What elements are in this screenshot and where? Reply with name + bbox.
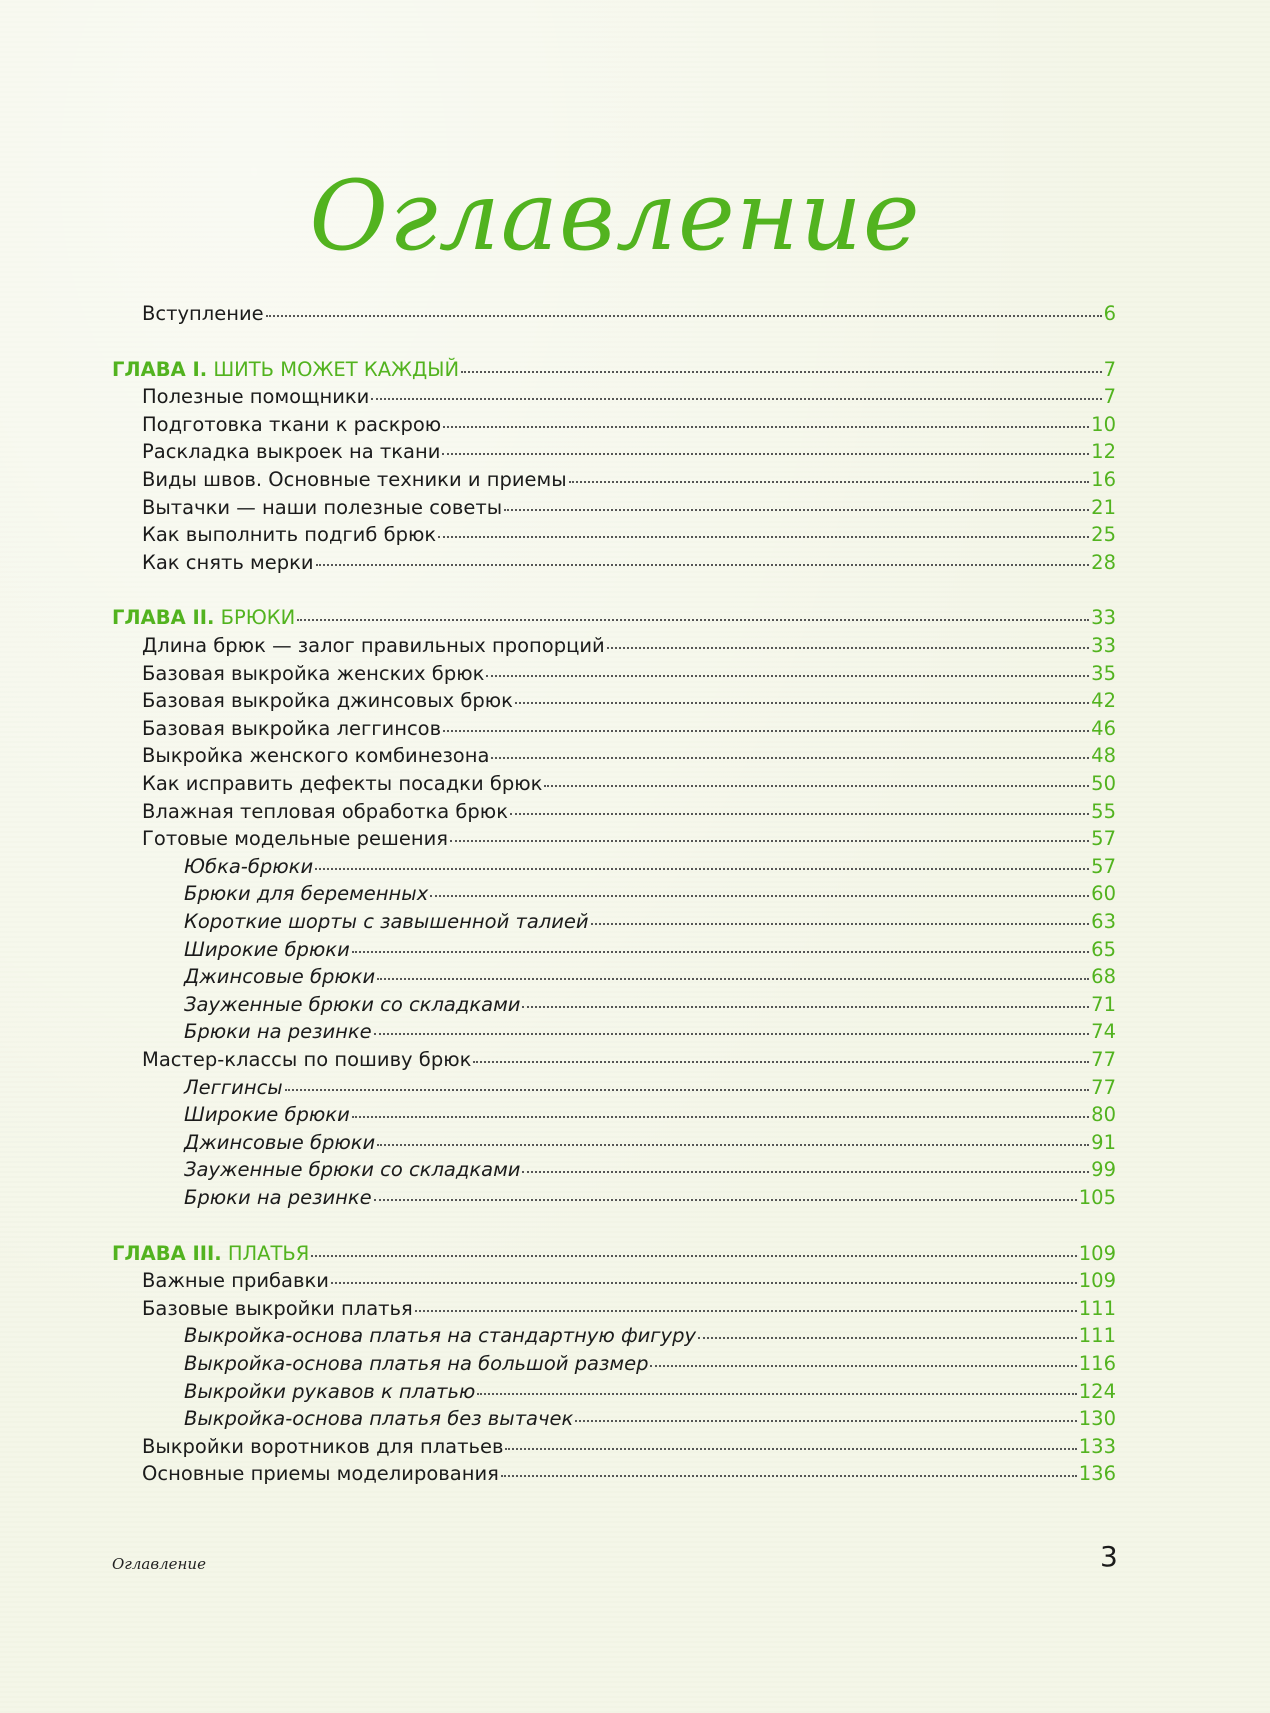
toc-entry-label: Зауженные брюки со складками [184, 993, 521, 1016]
dot-leader [352, 1115, 1089, 1118]
toc-page-number: 46 [1091, 717, 1116, 740]
toc-page-number: 33 [1091, 606, 1116, 629]
toc-chapter-row[interactable] [112, 606, 1116, 633]
toc-page-number: 116 [1078, 1352, 1116, 1375]
toc-entry-row[interactable] [112, 523, 1116, 550]
chapter-number: ГЛАВА I. [112, 358, 208, 381]
toc-entry-row[interactable] [112, 468, 1116, 495]
toc-entry-label: Выкройки воротников для платьев [142, 1435, 504, 1458]
toc-entry-label: Выкройка-основа платья на стандартную фигуру [184, 1324, 697, 1347]
dot-leader [522, 1005, 1089, 1008]
toc-page-number: 28 [1091, 551, 1116, 574]
toc-entry-label: Как снять мерки [142, 551, 314, 574]
dot-leader [285, 1088, 1089, 1091]
toc-page-number: 42 [1091, 689, 1116, 712]
toc-entry-row[interactable] [112, 1324, 1116, 1351]
toc-entry-row[interactable] [112, 1269, 1116, 1296]
toc-page-number: 111 [1078, 1324, 1116, 1347]
dot-leader [438, 535, 1089, 538]
toc-entry-row[interactable] [112, 1076, 1116, 1103]
toc-entry-label: Выкройка-основа платья без вытачек [184, 1407, 574, 1430]
dot-leader [352, 950, 1089, 953]
toc-entry-label: Короткие шорты с завышенной талией [184, 910, 589, 933]
dot-leader [374, 1032, 1090, 1035]
toc-entry-label: Полезные помощники [142, 385, 370, 408]
dot-leader [442, 452, 1089, 455]
toc-entry-label: Выкройки рукавов к платью [184, 1380, 476, 1403]
toc-entry-label: Основные приемы моделирования [142, 1462, 499, 1485]
toc-entry-row[interactable] [112, 1131, 1116, 1158]
toc-entry-label: Леггинсы [184, 1076, 283, 1099]
toc-chapter-row[interactable] [112, 358, 1116, 385]
toc-entry-row[interactable] [112, 634, 1116, 661]
toc-entry-row[interactable] [112, 910, 1116, 937]
chapter-number: ГЛАВА III. [112, 1242, 222, 1265]
toc-entry-row[interactable] [112, 938, 1116, 965]
toc-entry-row[interactable] [112, 1048, 1116, 1075]
toc-entry-row[interactable] [112, 1103, 1116, 1130]
dot-leader [473, 1060, 1089, 1063]
toc-page-number: 65 [1091, 938, 1116, 961]
toc-entry-label: Влажная тепловая обработка брюк [142, 800, 508, 823]
toc-entry-label: Джинсовые брюки [184, 1131, 376, 1154]
toc-entry-row[interactable] [112, 1020, 1116, 1047]
dot-leader [591, 922, 1090, 925]
toc-page-number: 71 [1091, 993, 1116, 1016]
dot-leader [415, 1309, 1077, 1312]
toc-entry-row[interactable] [112, 385, 1116, 412]
dot-leader [477, 1392, 1076, 1395]
toc-entry-label: Мастер-классы по пошиву брюк [142, 1048, 472, 1071]
toc-page-number: 91 [1091, 1131, 1116, 1154]
toc-entry-row[interactable] [112, 965, 1116, 992]
dot-leader [371, 397, 1101, 400]
dot-leader [315, 867, 1089, 870]
toc-entry-row[interactable] [112, 717, 1116, 744]
toc-entry-label: Виды швов. Основные техники и приемы [142, 468, 567, 491]
toc-entry-row[interactable] [112, 302, 1116, 329]
toc-entry-label: Готовые модельные решения [142, 827, 448, 850]
toc-entry-label: Широкие брюки [184, 938, 350, 961]
toc-page-number: 74 [1091, 1020, 1116, 1043]
dot-leader [297, 618, 1089, 621]
toc-page-number: 55 [1091, 800, 1116, 823]
page-number: 3 [1100, 1540, 1118, 1573]
toc-entry-row[interactable] [112, 882, 1116, 909]
chapter-number: ГЛАВА II. [112, 606, 215, 629]
toc-page-number: 48 [1091, 744, 1116, 767]
dot-leader [266, 314, 1102, 317]
toc-entry-label: Базовая выкройка леггинсов [142, 717, 442, 740]
toc-entry-row[interactable] [112, 413, 1116, 440]
toc-page-number: 109 [1078, 1269, 1116, 1292]
toc-page-number: 50 [1091, 772, 1116, 795]
toc-entry-row[interactable] [112, 689, 1116, 716]
page-title: Оглавление [309, 160, 921, 272]
dot-leader [491, 756, 1089, 759]
toc-page-number: 68 [1091, 965, 1116, 988]
toc-page-number: 99 [1091, 1158, 1116, 1181]
toc-entry-label: Брюки на резинке [184, 1186, 372, 1209]
toc-page-number: 12 [1091, 440, 1116, 463]
dot-leader [510, 812, 1089, 815]
toc-entry-label: Выкройка женского комбинезона [142, 744, 490, 767]
toc-entry-row[interactable] [112, 993, 1116, 1020]
toc-chapter-row[interactable] [112, 1242, 1116, 1269]
chapter-title: ПЛАТЬЯ [227, 1242, 310, 1265]
toc-page-number: 77 [1091, 1076, 1116, 1099]
toc-entry-row[interactable] [112, 744, 1116, 771]
toc-page-number: 16 [1091, 468, 1116, 491]
toc-page-number: 109 [1078, 1242, 1116, 1265]
toc-page-number: 57 [1091, 827, 1116, 850]
dot-leader [650, 1364, 1076, 1367]
dot-leader [575, 1419, 1076, 1422]
toc-page-number: 33 [1091, 634, 1116, 657]
toc-entry-row[interactable] [112, 440, 1116, 467]
toc-page-number: 35 [1091, 662, 1116, 685]
toc-entry-row[interactable] [112, 772, 1116, 799]
dot-leader [501, 1474, 1077, 1477]
dot-leader [450, 839, 1089, 842]
toc-page-number: 7 [1103, 385, 1116, 408]
toc-entry-row[interactable] [112, 1297, 1116, 1324]
toc-entry-row[interactable] [112, 1462, 1116, 1489]
dot-leader [331, 1281, 1077, 1284]
dot-leader [698, 1336, 1077, 1339]
toc-entry-row[interactable] [112, 662, 1116, 689]
dot-leader [505, 1447, 1076, 1450]
toc-entry-label: Вытачки — наши полезные советы [142, 496, 503, 519]
dot-leader [374, 1198, 1077, 1201]
toc-page-number: 25 [1091, 523, 1116, 546]
toc-entry-label: Важные прибавки [142, 1269, 329, 1292]
dot-leader [377, 1143, 1089, 1146]
toc-entry-label [112, 1242, 309, 1265]
toc-entry-row[interactable] [112, 1407, 1116, 1434]
toc-entry-row[interactable] [112, 800, 1116, 827]
toc-entry-label: Зауженные брюки со складками [184, 1158, 521, 1181]
toc-page-number: 63 [1091, 910, 1116, 933]
toc-page-number: 105 [1078, 1186, 1116, 1209]
toc-entry-row[interactable] [112, 1380, 1116, 1407]
toc-entry-label: Базовая выкройка женских брюк [142, 662, 485, 685]
toc-entry-row[interactable] [112, 551, 1116, 578]
toc-entry-label: Как выполнить подгиб брюк [142, 523, 437, 546]
toc-page-number: 6 [1103, 302, 1116, 325]
toc-entry-row[interactable] [112, 1352, 1116, 1379]
toc-entry-row[interactable] [112, 855, 1116, 882]
dot-leader [504, 508, 1089, 511]
toc-entry-row[interactable] [112, 1435, 1116, 1462]
toc-page-number: 124 [1078, 1380, 1116, 1403]
toc-page-number: 10 [1091, 413, 1116, 436]
dot-leader [544, 784, 1089, 787]
toc-entry-row[interactable] [112, 1158, 1116, 1185]
toc-entry-label: Выкройка-основа платья на большой размер [184, 1352, 649, 1375]
toc-page-number: 130 [1078, 1407, 1116, 1430]
running-footer-label: Оглавление [112, 1555, 206, 1573]
dot-leader [316, 563, 1090, 566]
toc-entry-row[interactable] [112, 496, 1116, 523]
toc-entry-label: Юбка-брюки [184, 855, 314, 878]
dot-leader [515, 701, 1089, 704]
toc-page-number: 111 [1078, 1297, 1116, 1320]
dot-leader [430, 894, 1089, 897]
toc-page-number: 7 [1103, 358, 1116, 381]
dot-leader [569, 480, 1090, 483]
toc-page-number: 21 [1091, 496, 1116, 519]
toc-entry-label: Базовая выкройка джинсовых брюк [142, 689, 513, 712]
dot-leader [443, 425, 1089, 428]
toc-entry-label [112, 606, 295, 629]
toc-entry-label: Раскладка выкроек на ткани [142, 440, 441, 463]
dot-leader [311, 1254, 1076, 1257]
dot-leader [522, 1170, 1089, 1173]
toc-page-number: 57 [1091, 855, 1116, 878]
toc-entry-label [112, 358, 459, 381]
toc-entry-label: Джинсовые брюки [184, 965, 376, 988]
chapter-title: БРЮКИ [220, 606, 296, 629]
toc-entry-label: Длина брюк — залог правильных пропорций [142, 634, 605, 657]
toc-page-number: 60 [1091, 882, 1116, 905]
toc-entry-label: Вступление [142, 302, 264, 325]
toc-page-number: 77 [1091, 1048, 1116, 1071]
dot-leader [377, 977, 1089, 980]
toc-page-number: 80 [1091, 1103, 1116, 1126]
dot-leader [486, 674, 1089, 677]
toc-page-number: 133 [1078, 1435, 1116, 1458]
chapter-title: ШИТЬ МОЖЕТ КАЖДЫЙ [213, 358, 460, 381]
toc-entry-label: Широкие брюки [184, 1103, 350, 1126]
toc-entry-label: Базовые выкройки платья [142, 1297, 413, 1320]
toc-entry-row[interactable] [112, 827, 1116, 854]
dot-leader [443, 729, 1089, 732]
toc-entry-label: Брюки для беременных [184, 882, 429, 905]
toc-page-number: 136 [1078, 1462, 1116, 1485]
toc-entry-label: Брюки на резинке [184, 1020, 372, 1043]
toc-entry-row[interactable] [112, 1186, 1116, 1213]
dot-leader [461, 370, 1102, 373]
toc-entry-label: Как исправить дефекты посадки брюк [142, 772, 543, 795]
toc-entry-label: Подготовка ткани к раскрою [142, 413, 442, 436]
dot-leader [607, 646, 1089, 649]
